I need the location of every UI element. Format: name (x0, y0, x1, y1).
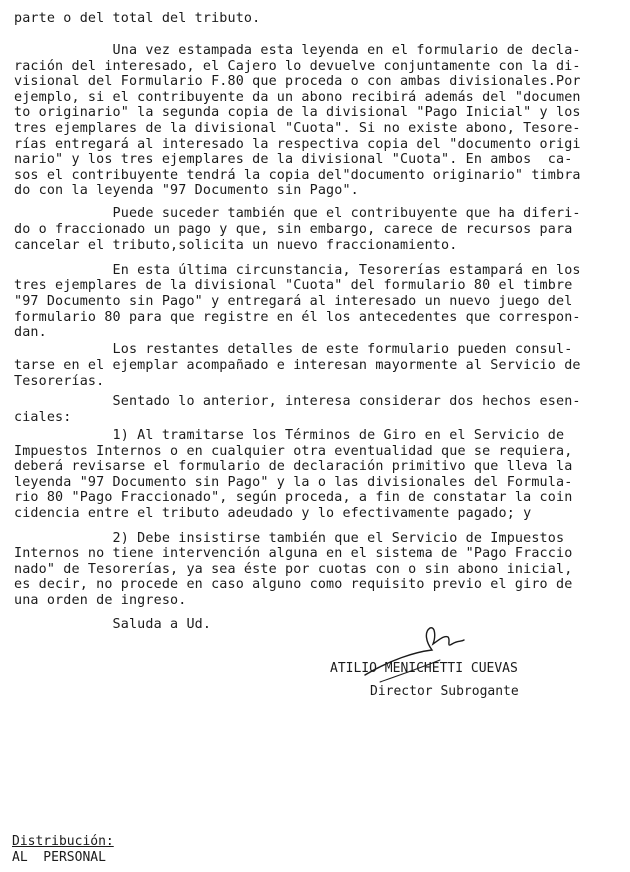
text-line: Tesorerías. (14, 374, 105, 389)
signatory-title: Director Subrogante (370, 684, 519, 699)
text-line: una orden de ingreso. (14, 593, 187, 608)
text-line: Impuestos Internos o en cualquier otra eventualidad que se requiera, (14, 444, 573, 459)
text-line: parte o del total del tributo. (14, 11, 261, 26)
text-line: ración del interesado, el Cajero lo devuelve conjuntamente con la di- (14, 59, 581, 74)
text-line: sos el contribuyente tendrá la copia del"documento originario" timbra (14, 168, 581, 183)
text-line: tarse en el ejemplar acompañado e interesan mayormente al Servicio de (14, 358, 581, 373)
text-line: do o fraccionado un pago y que, sin embargo, carece de recursos para (14, 222, 573, 237)
text-line: tres ejemplares de la divisional "Cuota" del formulario 80 el timbre (14, 278, 573, 293)
distribution-value: AL PERSONAL (12, 850, 106, 865)
text-line: cidencia entre el tributo adeudado y lo efectivamente pagado; y (14, 506, 532, 521)
text-line: "97 Documento sin Pago" y entregará al interesado un nuevo juego del (14, 294, 573, 309)
text-line: do con la leyenda "97 Documento sin Pago". (14, 183, 359, 198)
signatory-name: ATILIO MENICHETTI CUEVAS (330, 661, 518, 676)
text-line: nado" de Tesorerías, ya sea éste por cuotas con o sin abono inicial, (14, 562, 573, 577)
distribution-label: Distribución: (12, 834, 114, 849)
text-line: leyenda "97 Documento sin Pago" y la o las divisionales del Formula- (14, 475, 573, 490)
text-line: 2) Debe insistirse también que el Servicio de Impuestos (14, 531, 565, 546)
text-line: rías entregará al interesado la respectiva copia del "documento origi (14, 137, 581, 152)
text-line: nario" y los tres ejemplares de la divisional "Cuota". En ambos ca- (14, 152, 573, 167)
text-line: es decir, no procede en caso alguno como requisito previo el giro de (14, 577, 573, 592)
text-line: to originario" la segunda copia de la divisional "Pago Inicial" y los (14, 105, 581, 120)
text-line: 1) Al tramitarse los Términos de Giro en el Servicio de (14, 428, 565, 443)
text-line: Puede suceder también que el contribuyente que ha diferi- (14, 206, 581, 221)
text-line: Sentado lo anterior, interesa considerar dos hechos esen- (14, 394, 581, 409)
text-line: deberá revisarse el formulario de declaración primitivo que lleva la (14, 459, 573, 474)
text-line: Los restantes detalles de este formulario pueden consul- (14, 342, 573, 357)
text-line: formulario 80 para que registre en él los antecedentes que correspon- (14, 310, 581, 325)
text-line: cancelar el tributo,solicita un nuevo fraccionamiento. (14, 238, 458, 253)
text-line: dan. (14, 325, 47, 340)
text-line: ciales: (14, 410, 72, 425)
text-line: Una vez estampada esta leyenda en el formulario de decla- (14, 43, 581, 58)
handwritten-signature (360, 620, 470, 690)
text-line: visional del Formulario F.80 que proceda o con ambas divisionales.Por (14, 74, 581, 89)
text-line: En esta última circunstancia, Tesorerías estampará en los (14, 263, 581, 278)
text-line: ejemplo, si el contribuyente da un abono recibirá además del "documen (14, 90, 581, 105)
text-line: Internos no tiene intervención alguna en el sistema de "Pago Fraccio (14, 546, 573, 561)
closing-line: Saluda a Ud. (14, 617, 212, 632)
text-line: rio 80 "Pago Fraccionado", según proceda, a fin de constatar la coin (14, 490, 573, 505)
text-line: tres ejemplares de la divisional "Cuota". Si no existe abono, Tesore- (14, 121, 581, 136)
